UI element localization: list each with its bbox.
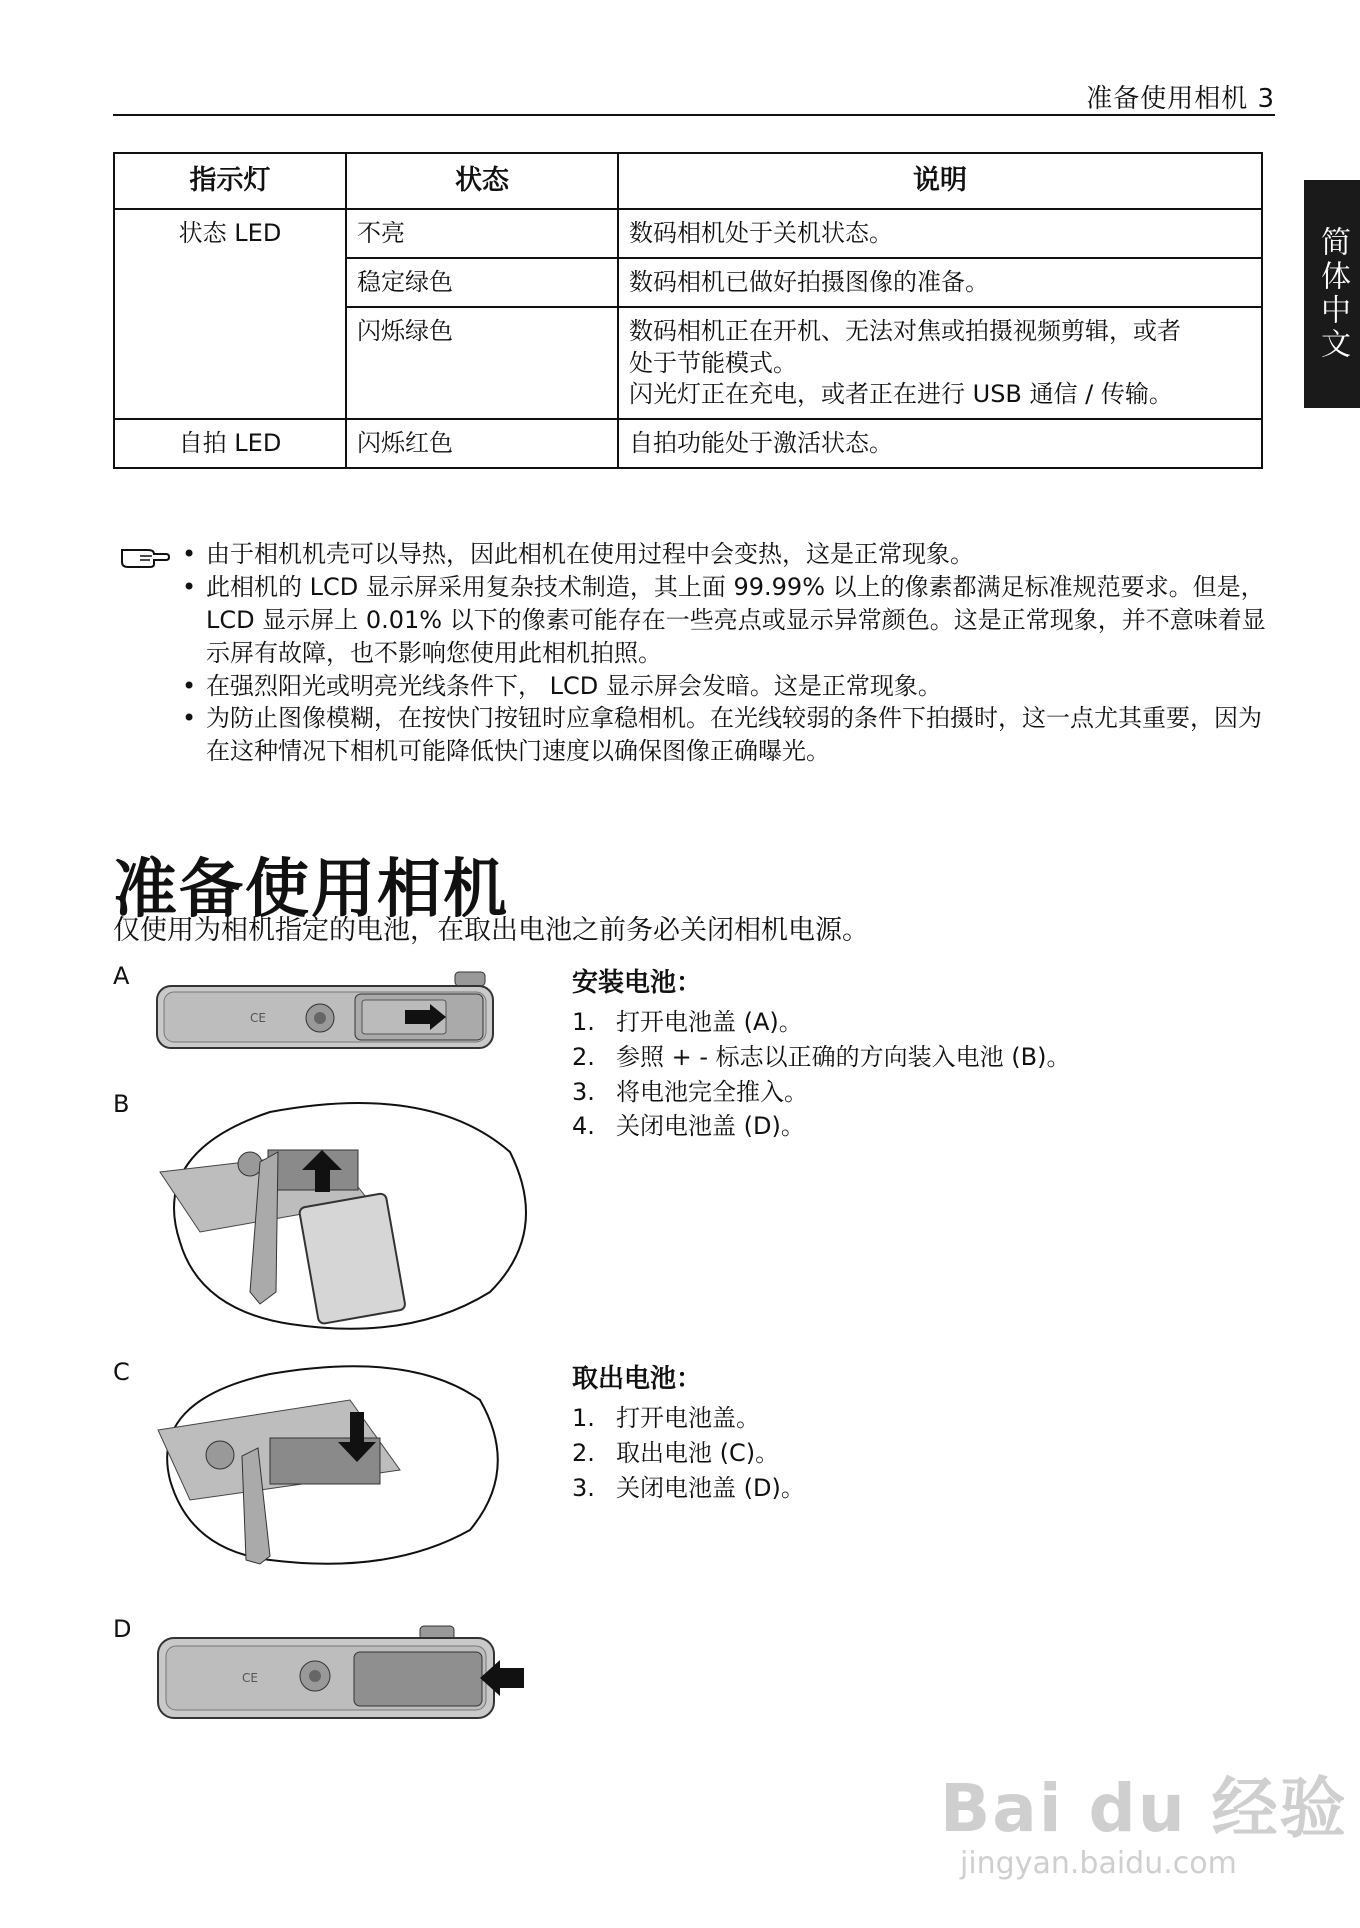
table-header-indicator: 指示灯 xyxy=(114,153,346,209)
step-number: 4. xyxy=(572,1112,595,1141)
notes-block xyxy=(120,538,1270,768)
install-battery-section xyxy=(572,962,1252,1144)
camera-bottom-close-illustration xyxy=(150,1618,530,1728)
table-row xyxy=(114,209,1262,258)
step-text: 打开电池盖 (A)。 xyxy=(616,1008,803,1036)
table-row xyxy=(114,307,1262,419)
camera-bottom-open-illustration xyxy=(150,966,500,1062)
list-item xyxy=(572,1436,1252,1471)
step-text: 关闭电池盖 (D)。 xyxy=(616,1112,805,1141)
cell-description xyxy=(618,307,1262,419)
cell-state: 稳定绿色 xyxy=(346,258,618,307)
cell-state: 闪烁红色 xyxy=(346,419,618,468)
list-item xyxy=(572,1471,1252,1506)
step-number: 2. xyxy=(572,1042,595,1071)
watermark-url: jingyan.baidu.com xyxy=(960,1846,1237,1881)
step-number: 1. xyxy=(572,1404,595,1432)
figure-label-d: D xyxy=(113,1615,132,1643)
note-item: • 在强烈阳光或明亮光线条件下， LCD 显示屏会发暗。这是正常现象。 xyxy=(182,670,1270,703)
battery-remove-illustration xyxy=(150,1360,510,1570)
cell-indicator: 自拍 LED xyxy=(114,419,346,468)
language-tab-label: 简体中文 xyxy=(1315,226,1350,362)
table-row xyxy=(114,419,1262,468)
language-tab xyxy=(1304,180,1360,408)
note-item: • 为防止图像模糊，在按快门按钮时应拿稳相机。在光线较弱的条件下拍摄时，这一点尤其重要，因为在这种情况下相机可能降低快门速度以确保图像正确曝光。 xyxy=(182,702,1270,768)
running-header: 准备使用相机 3 xyxy=(1086,84,1275,114)
cell-state: 不亮 xyxy=(346,209,618,258)
cell-indicator xyxy=(114,307,346,419)
section-title: 准备使用相机 xyxy=(113,853,509,927)
step-text: 关闭电池盖 (D)。 xyxy=(616,1473,805,1502)
list-item xyxy=(572,1040,1252,1075)
list-item xyxy=(572,1005,1252,1040)
install-heading: 安装电池： xyxy=(572,968,703,998)
note-item: • 由于相机机壳可以导热，因此相机在使用过程中会变热，这是正常现象。 xyxy=(182,538,1270,571)
install-steps-list xyxy=(572,1005,1252,1144)
list-item xyxy=(572,1109,1252,1144)
list-item xyxy=(572,1401,1252,1436)
cell-state: 闪烁绿色 xyxy=(346,307,618,419)
figure-label-b: B xyxy=(113,1090,130,1118)
table-header-state: 状态 xyxy=(346,153,618,209)
step-text: 取出电池 (C)。 xyxy=(616,1438,780,1467)
svg-text:CE: CE xyxy=(250,1011,266,1025)
remove-battery-section xyxy=(572,1358,1252,1505)
svg-text:CE: CE xyxy=(242,1671,258,1685)
step-number: 3. xyxy=(572,1473,595,1502)
remove-steps-list xyxy=(572,1401,1252,1505)
remove-heading: 取出电池： xyxy=(572,1364,703,1394)
figure-label-a: A xyxy=(113,962,130,990)
step-text: 将电池完全推入。 xyxy=(616,1077,808,1106)
battery-insert-illustration xyxy=(150,1092,530,1332)
table-row xyxy=(114,258,1262,307)
section-subtitle: 仅使用为相机指定的电池，在取出电池之前务必关闭相机电源。 xyxy=(113,915,869,946)
cell-indicator xyxy=(114,258,346,307)
figure-label-c: C xyxy=(113,1358,130,1386)
desc-line: 闪光灯正在充电，或者正在进行 USB 通信 / 传输。 xyxy=(629,379,1173,408)
watermark-brand: Bai du 经验 xyxy=(940,1770,1348,1847)
step-number: 1. xyxy=(572,1008,595,1036)
led-status-table xyxy=(113,152,1263,469)
cell-description: 自拍功能处于激活状态。 xyxy=(618,419,1262,468)
cell-description: 数码相机处于关机状态。 xyxy=(618,209,1262,258)
step-text: 打开电池盖。 xyxy=(616,1404,760,1432)
step-text: 参照 + - 标志以正确的方向装入电池 (B)。 xyxy=(616,1042,1071,1071)
desc-line: 处于节能模式。 xyxy=(629,348,797,377)
table-header-description: 说明 xyxy=(618,153,1262,209)
step-number: 2. xyxy=(572,1438,595,1467)
desc-line: 数码相机正在开机、无法对焦或拍摄视频剪辑，或者 xyxy=(629,317,1181,346)
header-rule xyxy=(113,114,1275,116)
cell-description: 数码相机已做好拍摄图像的准备。 xyxy=(618,258,1262,307)
note-item: • 此相机的 LCD 显示屏采用复杂技术制造，其上面 99.99% 以上的像素都满足标准规范要求。但是， LCD 显示屏上 0.01% 以下的像素可能存在一些亮点或显示异常颜色。这是正常现象，并不意味着显示屏有故障，也不影响您使用此相机拍照。 xyxy=(182,571,1270,670)
cell-indicator: 状态 LED xyxy=(114,209,346,258)
step-number: 3. xyxy=(572,1077,595,1106)
list-item xyxy=(572,1075,1252,1110)
